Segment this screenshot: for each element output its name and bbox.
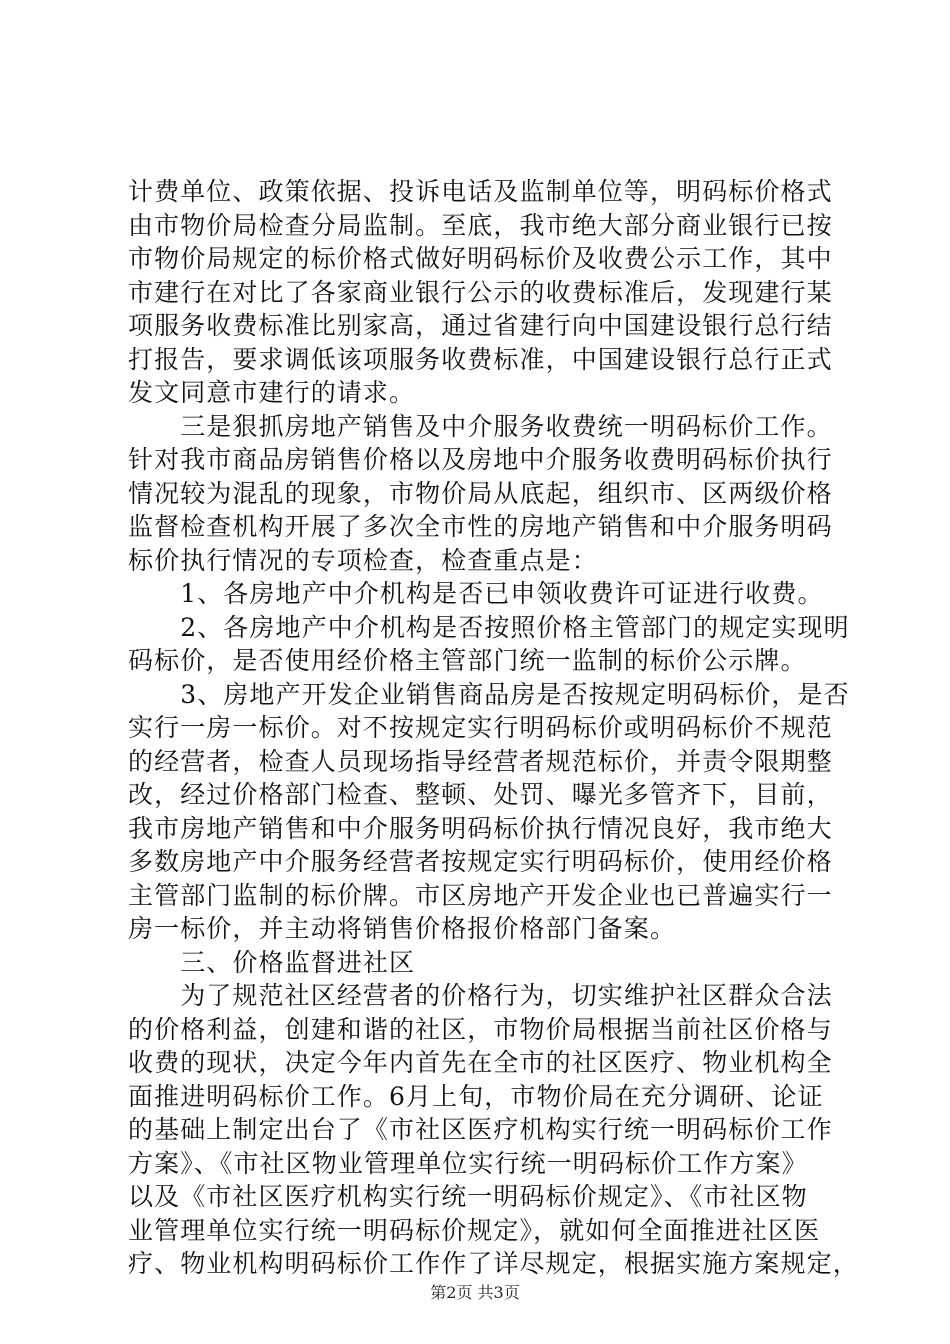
text-line: 码标价，是否使用经价格主管部门统一监制的标价公示牌。 <box>128 646 807 675</box>
text-line: 监督检查机构开展了多次全市性的房地产销售和中介服务明码 <box>128 512 833 541</box>
text-line: 计费单位、政策依据、投诉电话及监制单位等，明码标价格式 <box>128 177 833 206</box>
text-line: 房一标价，并主动将销售价格报价格部门备案。 <box>128 914 677 943</box>
text-line: 三是狠抓房地产销售及中介服务收费统一明码标价工作。 <box>128 411 833 441</box>
text-line: 面推进明码标价工作。6月上旬，市物价局在充分调研、论证 <box>128 1081 824 1111</box>
text-line: 标价执行情况的专项检查，检查重点是： <box>128 545 598 575</box>
page-number: 第2页 共3页 <box>430 1283 520 1302</box>
text-line: 由市物价局检查分局监制。至底，我市绝大部分商业银行已按 <box>128 210 833 240</box>
text-line: 我市房地产销售和中介服务明码标价执行情况良好，我市绝大 <box>128 813 833 843</box>
text-line: 的基础上制定出台了《市社区医疗机构实行统一明码标价工作 <box>128 1115 833 1144</box>
text-line: 2、各房地产中介机构是否按照价格主管部门的规定实现明 <box>128 612 850 642</box>
text-line: 为了规范社区经营者的价格行为，切实维护社区群众合法 <box>128 981 833 1010</box>
text-line: 发文同意市建行的请求。 <box>128 378 416 407</box>
text-line: 3、房地产开发企业销售商品房是否按规定明码标价，是否 <box>128 679 850 709</box>
body-text <box>128 175 859 1281</box>
text-line: 情况较为混乱的现象，市物价局从底起，组织市、区两级价格 <box>128 478 833 508</box>
text-line: 以及《市社区医疗机构实行统一明码标价规定》、《市社区物 <box>128 1182 808 1211</box>
text-line: 多数房地产中介服务经营者按规定实行明码标价，使用经价格 <box>128 847 833 876</box>
text-line: 市物价局规定的标价格式做好明码标价及收费公示工作，其中 <box>128 244 833 273</box>
text-line: 打报告，要求调低该项服务收费标准，中国建设银行总行正式 <box>128 344 833 374</box>
text-line: 1、各房地产中介机构是否已申领收费许可证进行收费。 <box>128 579 824 608</box>
text-line: 疗、物业机构明码标价工作作了详尽规定，根据实施方案规定， <box>128 1249 859 1278</box>
text-line: 的经营者，检查人员现场指导经营者规范标价，并责令限期整 <box>128 746 833 776</box>
text-line: 收费的现状，决定今年内首先在全市的社区医疗、物业机构全 <box>128 1048 833 1077</box>
text-line: 改，经过价格部门检查、整顿、处罚、曝光多管齐下，目前， <box>128 780 833 809</box>
text-line: 市建行在对比了各家商业银行公示的收费标准后，发现建行某 <box>128 277 833 307</box>
section-heading: 三、价格监督进社区 <box>128 947 416 977</box>
page-footer <box>0 1283 950 1303</box>
text-line: 项服务收费标准比别家高，通过省建行向中国建设银行总行结 <box>128 311 833 340</box>
text-line: 业管理单位实行统一明码标价规定》，就如何全面推进社区医 <box>128 1215 821 1245</box>
text-line: 实行一房一标价。对不按规定实行明码标价或明码标价不规范 <box>128 713 833 742</box>
text-line: 针对我市商品房销售价格以及房地中介服务收费明码标价执行 <box>128 445 833 474</box>
text-line: 方案》、《市社区物业管理单位实行统一明码标价工作方案》 <box>128 1148 808 1178</box>
text-line: 主管部门监制的标价牌。市区房地产开发企业也已普遍实行一 <box>128 880 833 910</box>
text-line: 的价格利益，创建和谐的社区，市物价局根据当前社区价格与 <box>128 1014 833 1044</box>
